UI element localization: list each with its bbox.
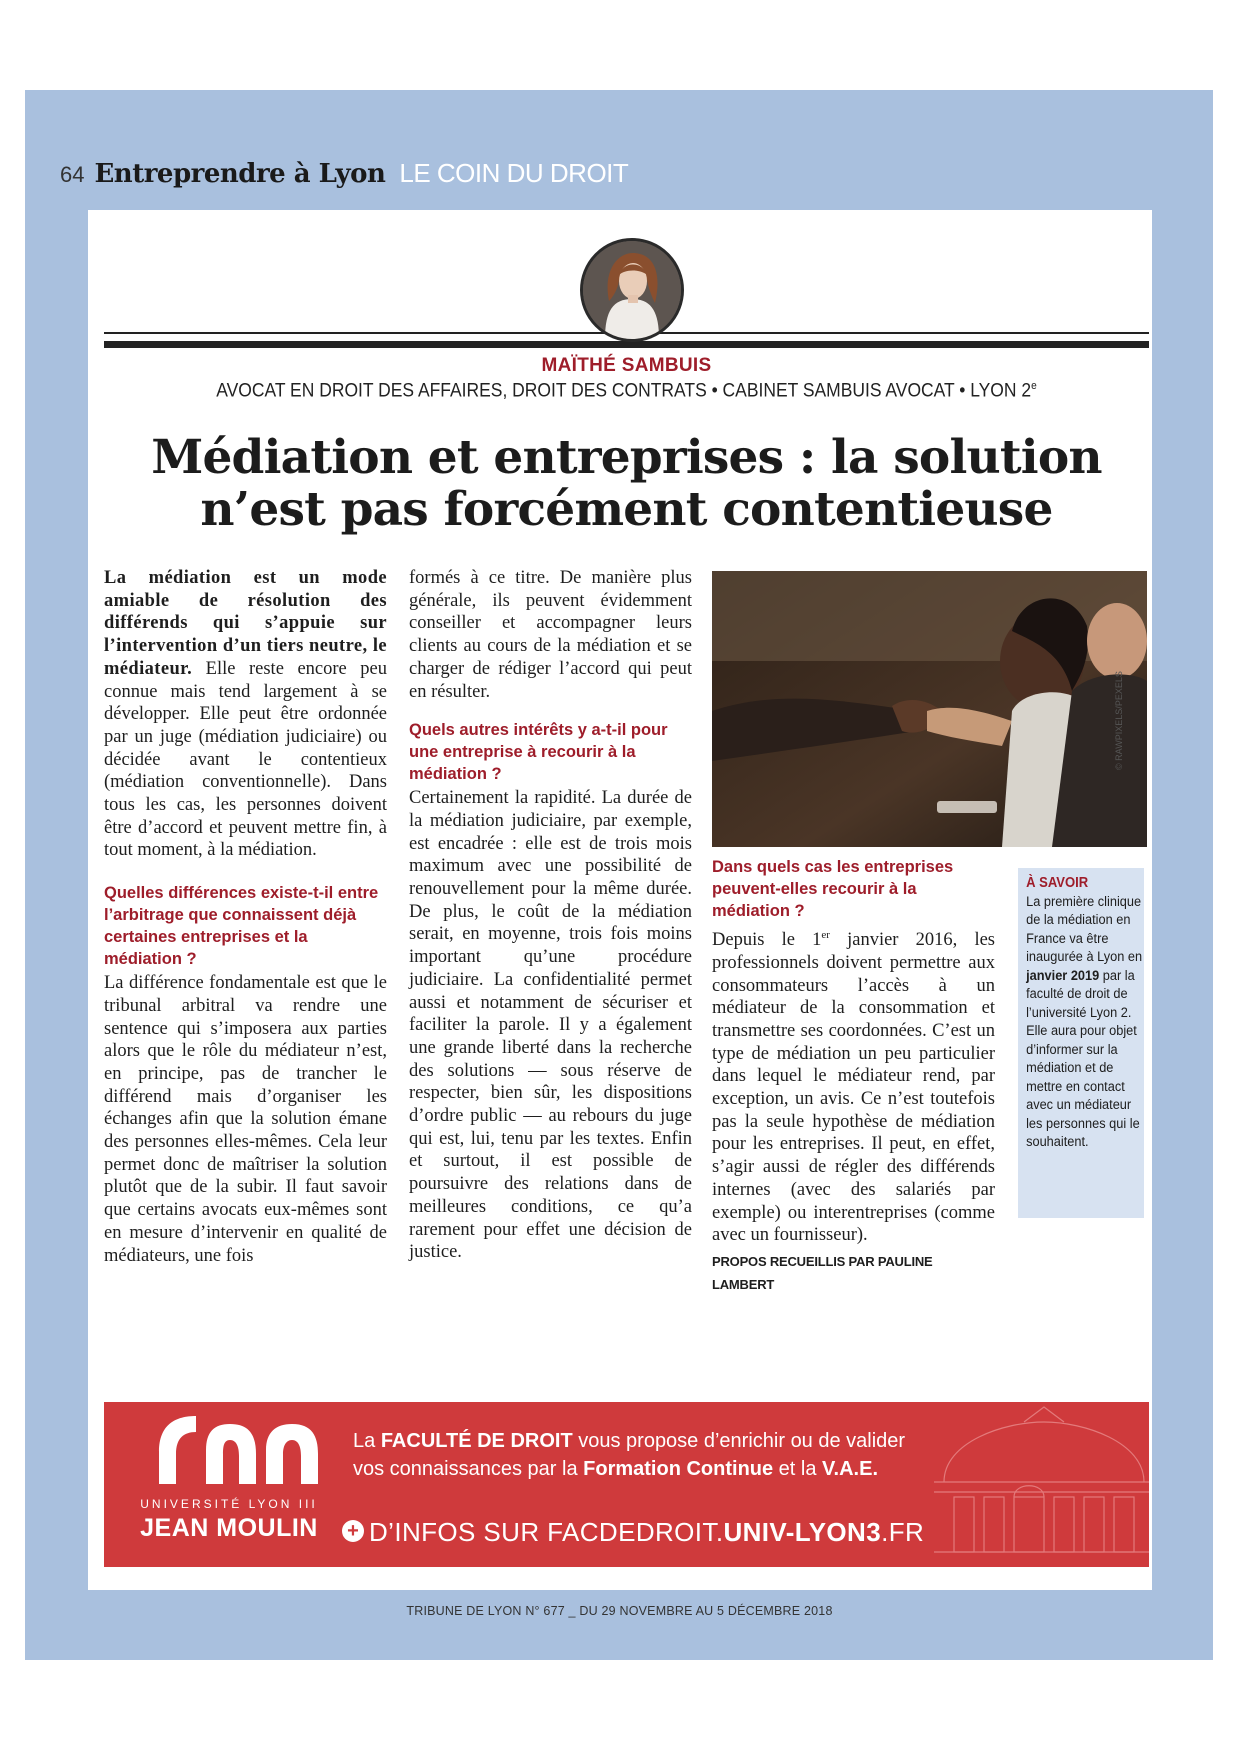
handshake-photo [712,571,1147,847]
question-1: Quelles différences existe-t-il entre l’arbitrage que connaissent déjà certaines entreprises et la médiation ? [104,884,379,969]
sidebar-a-savoir [1018,868,1144,1218]
ad-line-3c: .FR [881,1517,925,1547]
author-name: MAÏTHÉ SAMBUIS [541,355,712,376]
answer-1-continued: formés à ce titre. De manière plus générale, ils peuvent évidemment conseiller et accompagner leurs clients au cours de la médiation et se charger de rédiger l’accord qui peut en résulter. [409,568,692,702]
sidebar-text-pre: La première clinique de la médiation en France va être inaugurée à Lyon en [1026,893,1143,965]
column-3 [712,856,995,1296]
header-rule-thick [104,341,1149,348]
ad-line-2d: V.A.E. [822,1458,879,1480]
column-2 [409,567,692,1264]
plus-icon: + [342,1520,364,1542]
headline-line-2: n’est pas forcément contentieuse [200,482,1053,537]
author-role-sup: e [1031,380,1037,392]
question-2: Quels autres intérêts y a-t-il pour une entreprise à recourir à la médiation ? [409,721,668,784]
page-number: 64 [60,162,85,187]
article-headline [104,432,1149,536]
author-role-text: AVOCAT EN DROIT DES AFFAIRES, DROIT DES CONTRATS • CABINET SAMBUIS AVOCAT • LYON 2 [216,380,1032,402]
headline-line-1: Médiation et entreprises : la solution [151,430,1102,485]
ad-website-link[interactable] [369,1517,924,1548]
interview-credit: PROPOS RECUEILLIS PAR PAULINE LAMBERT [712,1254,933,1292]
answer-3-post: janvier 2016, les professionnels doivent permettre aux consommateurs l’accès à un médiateur de la consommation et transmettre ses coordonnées. C’est un type de médiation un peu particulier dans lequel le médiateur rend, par exception, un avis. Ce n’est toutefois pas la seule hypothèse de médiation pour les entreprises. Il peut, en effet, s’agir aussi de régler des différends internes (avec des salariés par exemple) ou interentreprises (comme avec un fournisseur). [712,930,995,1246]
page-header [60,158,628,192]
university-ad-banner[interactable] [104,1402,1149,1567]
ad-line-1c: vous propose d’enrichir ou de valider [572,1430,906,1452]
ad-line-1 [353,1430,905,1453]
sidebar-title: À SAVOIR [1026,875,1089,891]
rubric-title: LE COIN DU DROIT [399,158,629,188]
intro-paragraph [104,567,387,862]
sidebar-text-bold: janvier 2019 [1026,967,1100,984]
ad-line-3b: UNIV-LYON3 [723,1517,882,1547]
answer-1: La différence fondamentale est que le tribunal arbitral va rendre une sentence qui s’imposera aux parties alors que le rôle du médiateur n’est, en principe, pas de trancher le différend mais d’organiser les échanges afin que la solution émane des personnes elles-mêmes. Cela leur permet donc de maîtriser la solution plutôt que de la subir. Il faut savoir que certains avocats eux-mêmes sont en mesure d’intervenir en qualité de médiateurs, une fois [104,973,387,1266]
section-title: Entreprendre à Lyon [94,159,386,189]
ad-line-2b: Formation Continue [583,1458,774,1480]
intro-text: Elle reste encore peu connue mais tend largement à se développer. Elle peut être ordonnée par un juge (médiation judiciaire) ou décidée avant le contentieux (médiation conventionnelle). Dans tous les cas, les personnes doivent être d’accord et peuvent mettre fin, à tout moment, à la médiation. [104,658,387,861]
ad-line-2 [353,1458,878,1481]
lead-text: La médiation est un mode amiable de résolution des différends qui s’appuie sur l’intervention d’un tiers neutre, le médiateur. [104,568,387,679]
ad-line-2a: vos connaissances par la [353,1458,584,1480]
ad-line-1a: La [353,1430,381,1452]
photo-credit: © RAWPIXELS/PEXELS [1114,671,1124,770]
ad-line-3a: D’INFOS SUR FACDEDROIT. [369,1517,724,1547]
author-role [146,380,1107,402]
sidebar-text-post: par la faculté de droit de l’université Lyon 2. Elle aura pour objet d’informer sur la médiation et de mettre en contact avec un médiateur les personnes qui le souhaitent. [1026,967,1140,1150]
ad-line-2c: et la [773,1458,823,1480]
author-avatar [580,238,684,342]
university-small-label: UNIVERSITÉ LYON III [140,1497,318,1511]
university-name: JEAN MOULIN [140,1514,318,1542]
question-3: Dans quels cas les entreprises peuvent-elles recourir à la médiation ? [712,858,954,920]
answer-3 [712,924,995,1247]
answer-3-pre: Depuis le 1 [712,930,822,951]
answer-2: Certainement la rapidité. La durée de la médiation judiciaire, par exemple, est encadrée : elle est de trois mois maximum avec une possibilité de renouvellement pour la même durée. De plus, le coût de la médiation serait, en moyenne, trois fois moins important qu’une procédure judiciaire. La confidentialité permet aussi et notamment de sécuriser et faciliter la parole. Il y a également une grande liberté dans la recherche des solutions — sous réserve de respecter, bien sûr, les dispositions d’ordre public — au rebours du juge qui est, lui, tenu par les textes. Enfin et surtout, il est possible de poursuivre des relations dans de meilleures conditions, ce qu’a rarement pour effet une décision de justice. [409,788,692,1263]
page-footer: TRIBUNE DE LYON N° 677 _ DU 29 NOVEMBRE AU 5 DÉCEMBRE 2018 [406,1604,833,1618]
answer-3-sup: er [821,929,830,941]
ad-line-1b: FACULTÉ DE DROIT [380,1430,573,1452]
sidebar-text [1026,893,1143,1152]
column-1 [104,567,387,1267]
